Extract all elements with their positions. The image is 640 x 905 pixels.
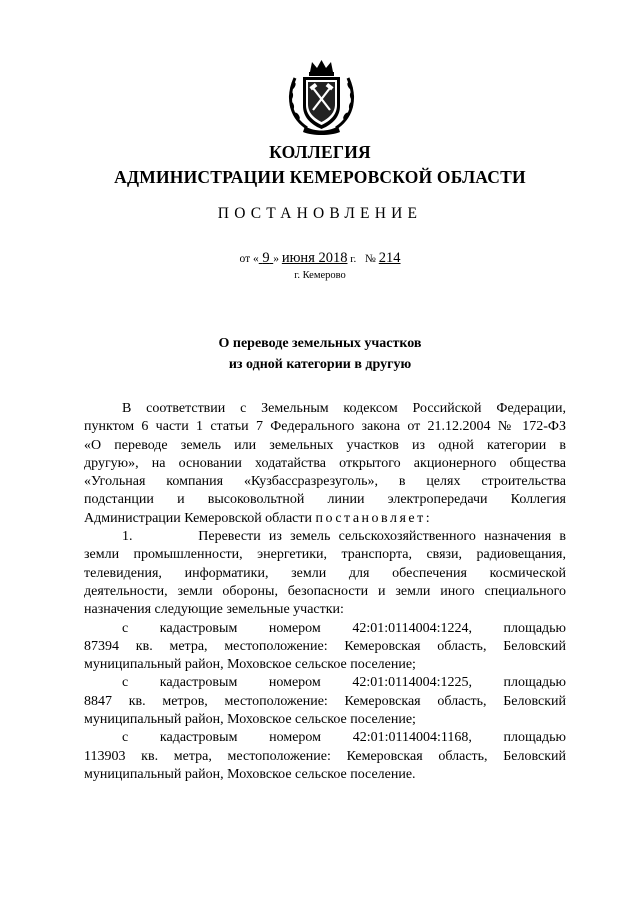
paragraph-preamble	[84, 400, 566, 528]
date-number-line	[0, 250, 640, 267]
body-line: телевидения, информатики, земли для обеспечения космической	[84, 565, 566, 581]
body-line: муниципальный район, Моховское сельское поселение;	[84, 657, 416, 673]
date-mid: »	[273, 253, 279, 265]
org-title-line1: КОЛЛЕГИЯ	[269, 142, 371, 162]
city-label: г. Кемерово	[294, 270, 346, 281]
kemerovo-coat-of-arms-icon	[283, 58, 360, 136]
body-line: 113903 кв. метра, местоположение: Кемеровская область, Беловский	[84, 748, 566, 764]
body-line: деятельности, земли обороны, безопасности и земли иного специального	[84, 583, 566, 599]
body-line: подстанции и высоковольтной линии электропередачи Коллегия	[84, 492, 566, 508]
body-line: «О переводе земель или земельных участков из одной категории в	[84, 437, 566, 453]
body-line: с кадастровым номером 42:01:0114004:1168, площадью	[122, 730, 566, 746]
body-line: Администрации Кемеровской области постановляет:	[84, 510, 433, 526]
doc-number: 214	[378, 250, 401, 266]
number-prefix: №	[364, 253, 376, 265]
org-title-line2: АДМИНИСТРАЦИИ КЕМЕРОВСКОЙ ОБЛАСТИ	[114, 167, 526, 187]
body-line: В соответствии с Земельным кодексом Российской Федерации,	[122, 401, 566, 416]
body-line: 87394 кв. метра, местоположение: Кемеровская область, Беловский	[84, 638, 566, 654]
body-line: 8847 кв. метров, местоположение: Кемеровская область, Беловский	[84, 693, 566, 709]
body-line: муниципальный район, Моховское сельское поселение.	[84, 766, 416, 782]
subject-line1: О переводе земельных участков	[218, 336, 422, 351]
date-day: 9	[262, 250, 270, 266]
body-line: 1. Перевести из земель сельскохозяйственного назначения в	[122, 529, 566, 545]
body-line: назначения следующие земельные участки:	[84, 602, 344, 618]
body-line: пунктом 6 части 1 статьи 7 Федерального закона от 21.12.2004 № 172-ФЗ	[84, 419, 566, 435]
body-line: муниципальный район, Моховское сельское поселение;	[84, 712, 416, 728]
document-body	[84, 400, 566, 784]
paragraph-item-1	[84, 528, 566, 619]
document-subject	[0, 333, 640, 375]
land-plot-2	[84, 674, 566, 729]
body-line: с кадастровым номером 42:01:0114004:1224, площадью	[122, 620, 566, 636]
doc-type-title: ПОСТАНОВЛЕНИЕ	[217, 205, 423, 222]
resolves-word: постановляет:	[315, 510, 433, 526]
land-plot-3	[84, 729, 566, 784]
body-line: земли промышленности, энергетики, транспорта, связи, радиовещания,	[84, 547, 566, 563]
body-line: другую», на основании ходатайства открытого акционерного общества	[84, 455, 566, 471]
land-plot-1	[84, 620, 566, 675]
subject-line2: из одной категории в другую	[228, 357, 412, 372]
body-line: с кадастровым номером 42:01:0114004:1225, площадью	[122, 675, 566, 691]
date-prefix: от «	[239, 253, 259, 265]
date-month-year: июня 2018	[281, 250, 348, 266]
body-line: «Угольная компания «Кузбассразрезуголь», в целях строительства	[84, 474, 566, 490]
date-year-suffix: г.	[350, 253, 357, 265]
